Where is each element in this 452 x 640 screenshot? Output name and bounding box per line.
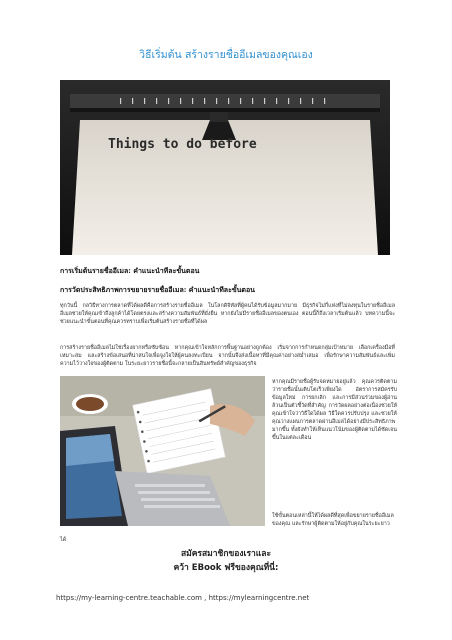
section-heading-2: การวัดประสิทธิภาพการขยายรายชื่ออีเมล: คำแนะนำทีละขั้นตอน <box>60 285 255 294</box>
paragraph-3: หากคุณมีรายชื่อผู้รับจดหมายอยู่แล้ว คุณควรติดตามว่ารายชื่อนั้นเติบโตเร็วเพียงใด อัตราการสมัครรับข้อมูลใหม่ การยกเลิก และการมีส่วนร่วมของผู้อ่านล้วนเป็นตัวชี้วัดที่สำคัญ การวัดผลอย่างต่อเนื่องช่วยให้คุณเข้าใจว่าวิธีใดได้ผล วิธีใดควรปรับปรุง และช่วยให้คุณวางแผนการตลาดผ่านอีเมลได้อย่างมีประสิทธิภาพมากขึ้น ทั้งยังทำให้เห็นแนวโน้มของผู้ติดตามได้ชัดเจนขึ้นในแต่ละเดือน <box>272 379 397 441</box>
page-title: วิธีเริ่มต้น สร้างรายชื่ออีเมลของคุณเอง <box>139 49 313 61</box>
paragraph-1: ทุกวันนี้ กลวิธีทางการตลาดที่ได้ผลดีคือการสร้างรายชื่ออีเมล ในโลกดิจิทัลที่ผู้คนได้รับข้อมูลมากมาย มีธุรกิจไม่กี่แห่งที่ไม่ลงทุนในรายชื่ออีเมล อีเมลช่วยให้คุณเข้าถึงลูกค้าได้โดยตรงและสร้างความสัมพันธ์ที่ยั่งยืน หากยังไม่มีรายชื่ออีเมลของตนเอง ตอนนี้ก็ถึงเวลาเริ่มต้นแล้ว บทความนี้จะช่วยแนะนำขั้นตอนที่คุณควรทราบเพื่อเริ่มต้นสร้างรายชื่อที่ได้ผล <box>60 303 395 325</box>
cta-line-2: คว้า EBook ฟรีของคุณที่นี่: <box>173 563 279 573</box>
paragraph-4: ใช้ขั้นตอนเหล่านี้ให้ได้ผลดีที่สุดเพื่อขยายรายชื่ออีเมลของคุณ และรักษาผู้ติดตามให้อยู่กับคุณในระยะยาว <box>272 513 394 527</box>
paragraph-2: การสร้างรายชื่ออีเมลไม่ใช่เรื่องยากหรือซับซ้อน หากคุณเข้าใจหลักการพื้นฐานอย่างถูกต้อง เริ่มจากการกำหนดกลุ่มเป้าหมาย เลือกเครื่องมือที่เหมาะสม และสร้างข้อเสนอที่น่าสนใจเพื่อจูงใจให้ผู้คนลงทะเบียน จากนั้นจึงส่งเนื้อหาที่มีคุณค่าอย่างสม่ำเสมอ เพื่อรักษาความสัมพันธ์และเพิ่มความไว้วางใจของผู้ติดตาม ในระยะยาวรายชื่อนี้จะกลายเป็นสินทรัพย์สำคัญของธุรกิจ <box>60 345 395 367</box>
laptop-desk-photo <box>60 376 265 526</box>
link-divider: , <box>201 594 209 602</box>
typewriter-illustration <box>60 80 390 255</box>
link-mylearningcentre[interactable]: https://mylearningcentre.net <box>208 594 310 602</box>
cta-line-1: สมัครสมาชิกของเราและ <box>180 549 272 559</box>
laptop-illustration <box>60 376 265 526</box>
typewriter-text: Things to do before <box>108 137 257 152</box>
paragraph-5: ได้ <box>60 537 67 543</box>
link-teachable[interactable]: https://my-learning-centre.teachable.com <box>56 594 202 602</box>
links-row <box>56 594 416 602</box>
section-heading-1: การเริ่มต้นรายชื่ออีเมล: คำแนะนำทีละขั้นตอน <box>60 266 200 275</box>
typewriter-image <box>60 80 390 255</box>
